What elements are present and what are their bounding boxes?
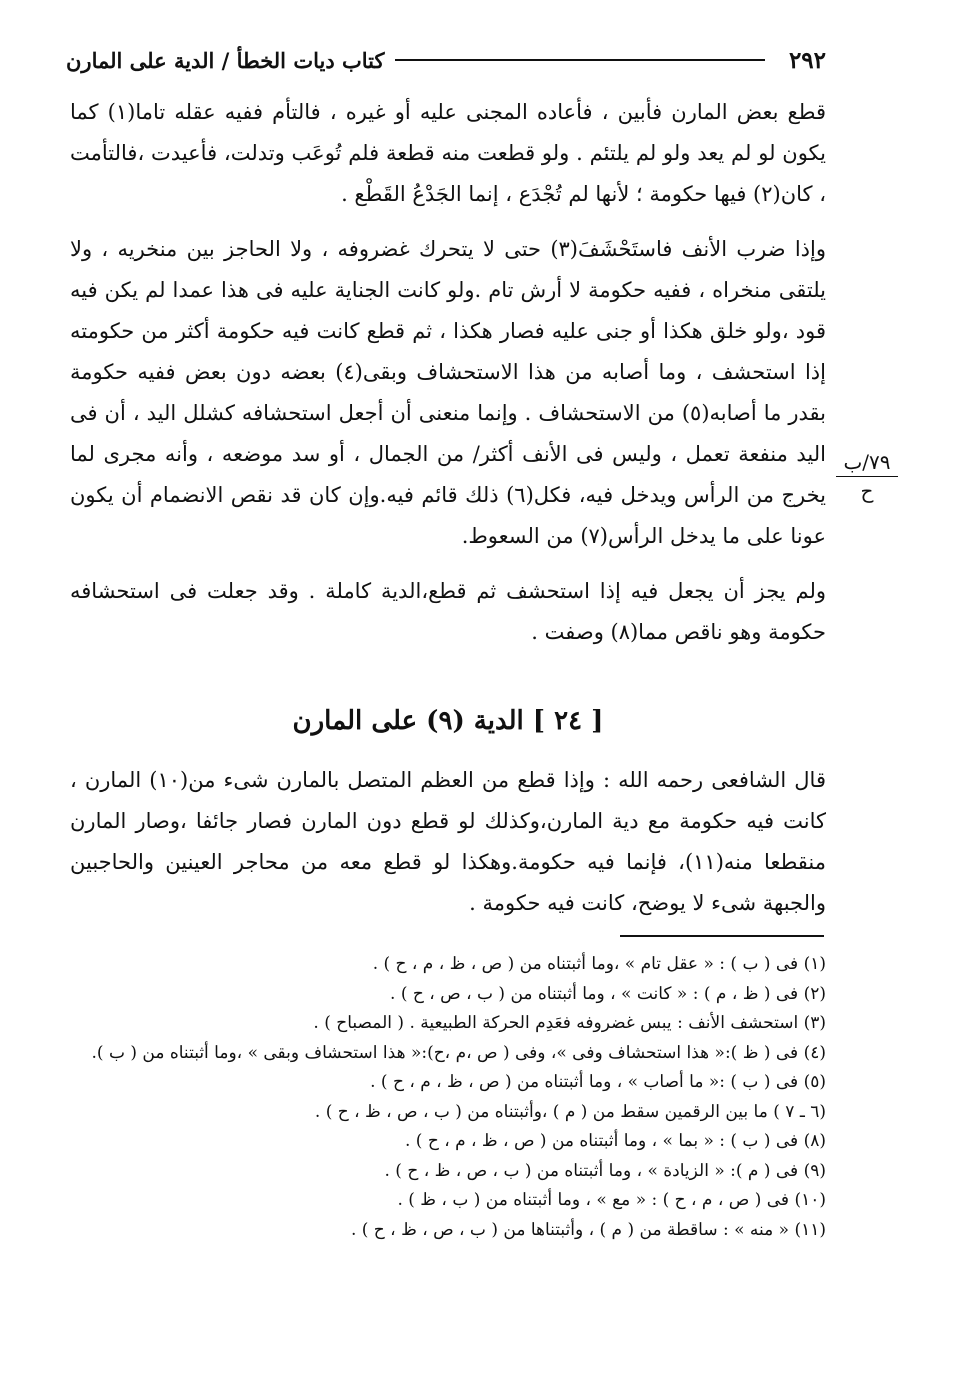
section-heading: [ ٢٤ ] الدية (٩) على المارن	[292, 706, 604, 736]
manuscript-siglum: ح	[860, 479, 874, 503]
paragraph-3: ولم يجز أن يجعل فيه إذا استحشف ثم قطع،الدية كاملة . وقد جعلت فى استحشافه حكومة وهو ناقص مما(٨) وصفت .	[70, 579, 826, 644]
section-text	[70, 760, 826, 924]
folio-reference: ٧٩/ب	[836, 450, 898, 477]
footnote-2: (٢) فى ( ظ ، م ) : « كانت » ، وما أثبتناه من ( ب ، ص ، ح ) .	[390, 983, 826, 1004]
running-title: كتاب ديات الخطأ / الدية على المارن	[66, 47, 385, 73]
footnotes	[70, 950, 826, 1245]
running-header	[66, 38, 826, 82]
footnote-8: (٨) فى ( ب ) : « بما » ، وما أثبتناه من ( ص ، ظ ، م ، ح ) .	[405, 1131, 826, 1151]
footnote-3: (٣) استحشف الأنف : يبس غضروفه فعَدِم الحركة الطبيعية . ( المصباح ) .	[313, 1013, 826, 1033]
footnote-5: (٥) فى ( ب ) :« ما أصاب » ، وما أثبتناه من ( ص ، ظ ، م ، ح ) .	[370, 1072, 826, 1092]
footnote-9: (٩) فى ( م ): « الزيادة » ، وما أثبتناه من ( ب ، ص ، ظ ، ح ) .	[384, 1160, 826, 1181]
paragraph-1: قطع بعض المارن فأبين ، فأعاده المجنى عليه أو غيره ، فالتأم ففيه عقله تاما(١) كما يكون لو لم يعد ولو لم يلتئم . ولو قطعت منه قطعة فلم تُوعَب وتدلت، فأعيدت ،فالتأمت ، كان(٢) فيها حكومة ؛ لأنها لم تُجْدَع ، إنما الجَدْعُ القَطْع .	[70, 100, 826, 206]
footnote-1: (١) فى ( ب ) : « عقل تام » ،وما أثبتناه من ( ص ، ظ ، م ، ح ) .	[372, 954, 826, 974]
footnote-4: (٤) فى ( ظ ):« هذا استحشاف وفى »، وفى ( ص ،م ،ح):« هذا استحشاف وبقى » ،وما أثبتناه من ( ب ).	[91, 1042, 826, 1063]
main-text	[70, 92, 826, 653]
header-rule	[395, 59, 765, 61]
manuscript-folio-note	[836, 450, 898, 503]
footnote-separator	[620, 935, 824, 937]
footnote-6-7: (٦ ـ ٧ ) ما بين الرقمين سقط من ( م ) ،وأثبتناه من ( ب ، ص ، ظ ، ح ) .	[314, 1101, 826, 1122]
paragraph-2: وإذا ضرب الأنف فاستَحْشَفَ(٣) حتى لا يتحرك غضروفه ، ولا الحاجز بين منخريه ، ولا يلتقى منخراه ، ففيه حكومة لا أرش تام .ولو كانت الجناية عليه فى هذا عمدا لم يكن فيه قود ،ولو خلق هكذا أو جنى عليه فصار هكذا ، ثم قطع كانت فيه حكومة أكثر من حكومته إذا استحشف ، وما أصابه من هذا الاستحشاف وبقى(٤) بعضه دون بعض ففيه حكومة بقدر ما أصابه(٥) من الاستحشاف . وإنما منعنى أن أجعل استحشافه كشلل اليد ، أن فى اليد منفعة تعمل ، وليس فى الأنف أكثر/ من الجمال ، أو سد موضعه ، وأنه مجرى لما يخرج من الرأس ويدخل فيه، فكل(٦) ذلك قائم فيه.وإن كان قد نقص الانضمام أن يكون عونا على ما يدخل الرأس(٧) من السعوط.	[70, 237, 827, 548]
section-paragraph: قال الشافعى رحمه الله : وإذا قطع من العظم المتصل بالمارن شىء من(١٠) المارن ، كانت فيه حكومة مع دية المارن،وكذلك لو قطع دون المارن فصار جائفا ،وصار المارن منقطعا منه(١١)، فإنما فيه حكومة.وهكذا لو قطع معه من محاجر العينين والحاجبين والجبهة شىء لا يوضح، كانت فيه حكومة .	[70, 768, 826, 915]
footnote-11: (١١) « منه » : ساقطة من ( م ) ، وأثبتناها من ( ب ، ص ، ظ ، ح ) .	[350, 1219, 826, 1240]
footnote-10: (١٠) فى ( ص ، م ، ح ) : « مع » ، وما أثبتناه من ( ب ، ظ ) .	[397, 1190, 826, 1210]
page-number: ٢٩٢	[788, 46, 826, 74]
